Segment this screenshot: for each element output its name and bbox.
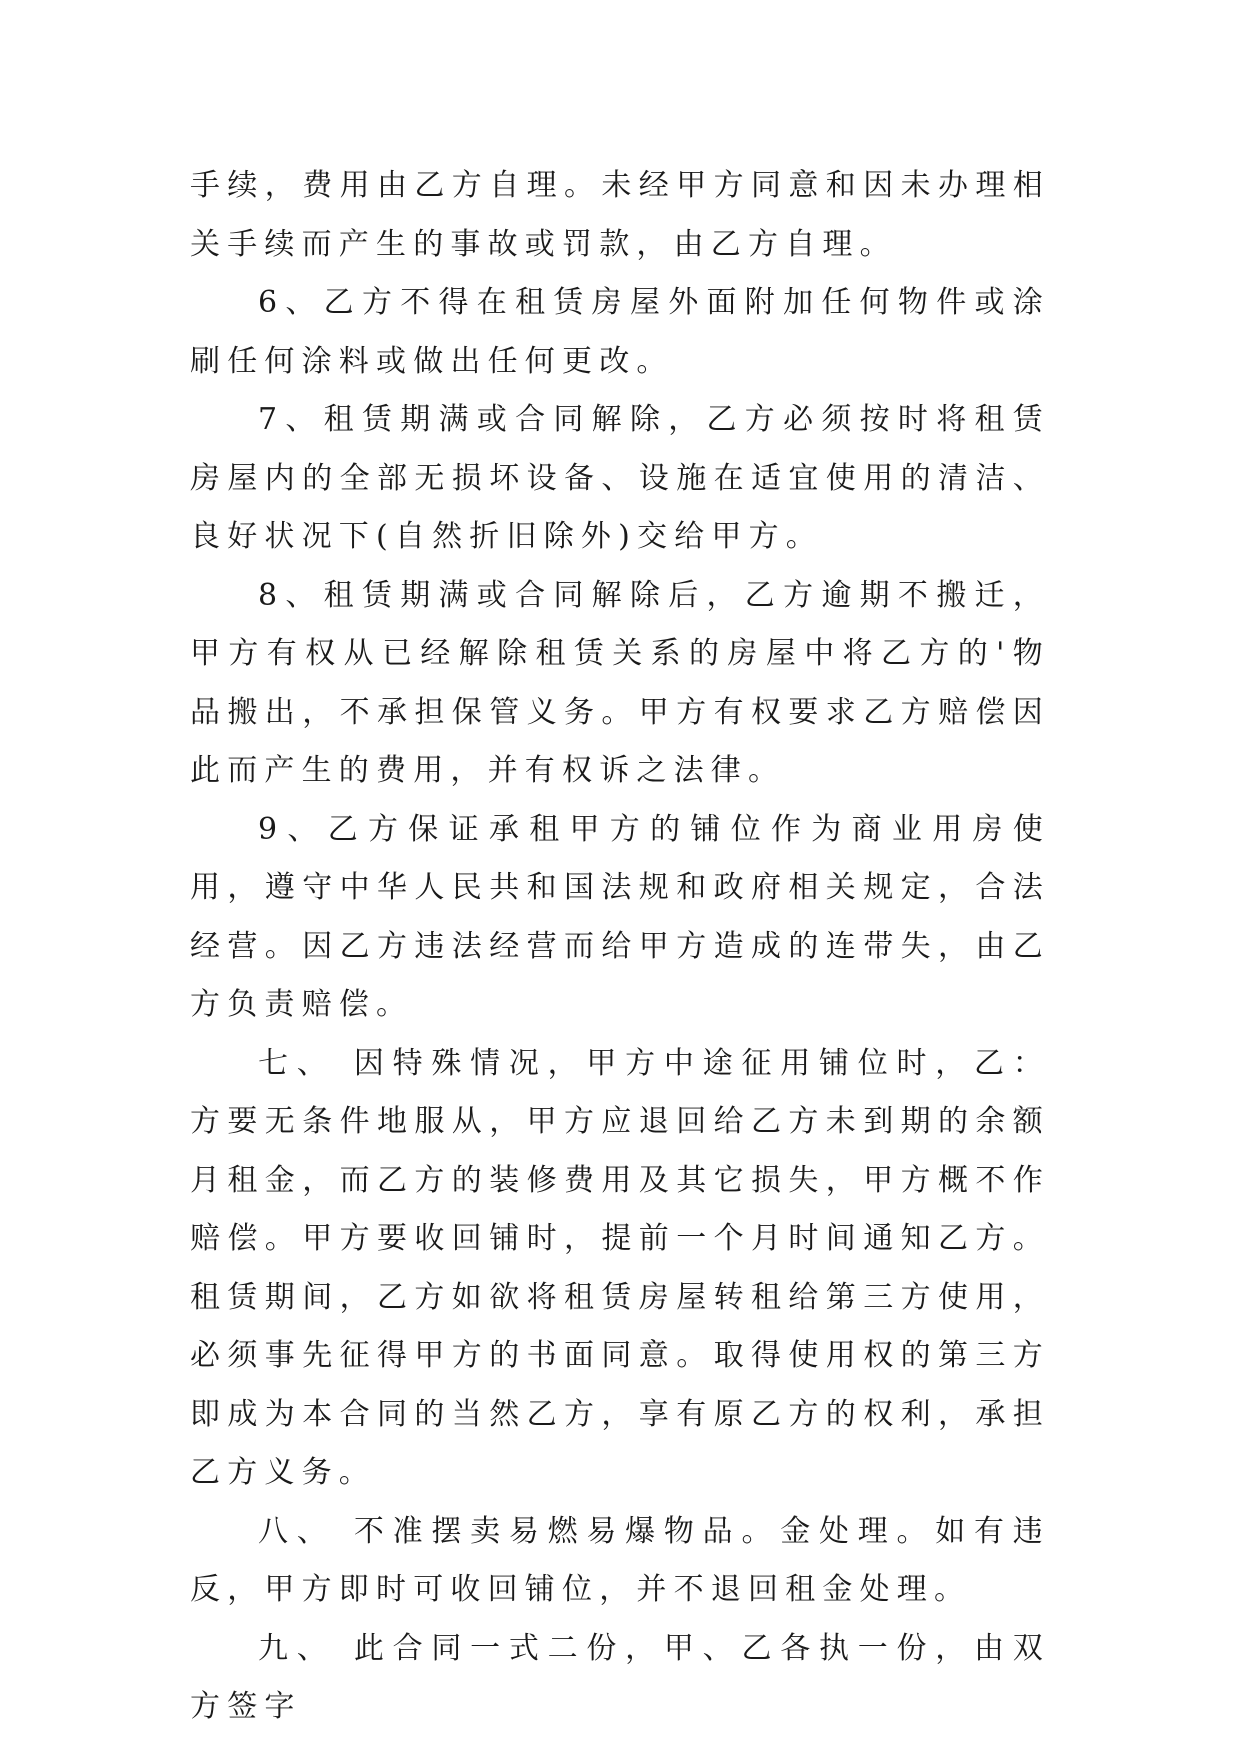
clause-7: 7、租赁期满或合同解除，乙方必须按时将租赁房屋内的全部无损坏设备、设施在适宜使用的清洁、良好状况下(自然折旧除外)交给甲方。 — [190, 402, 1050, 554]
article-9: 九、 此合同一式二份，甲、乙各执一份，由双方签字 — [190, 1630, 1050, 1724]
article-8: 八、 不准摆卖易燃易爆物品。金处理。如有违反，甲方即时可收回铺位，并不退回租金处理。 — [190, 1513, 1050, 1607]
paragraph-continuation: 手续，费用由乙方自理。未经甲方同意和因未办理相关手续而产生的事故或罚款，由乙方自理。 — [190, 168, 1050, 262]
contract-body — [190, 157, 1050, 1737]
clause-8: 8、租赁期满或合同解除后，乙方逾期不搬迁，甲方有权从已经解除租赁关系的房屋中将乙方的'物品搬出，不承担保管义务。甲方有权要求乙方赔偿因此而产生的费用，并有权诉之法律。 — [190, 577, 1050, 788]
article-7: 七、 因特殊情况，甲方中途征用铺位时，乙：方要无条件地服从，甲方应退回给乙方未到期的余额月租金，而乙方的装修费用及其它损失，甲方概不作赔偿。甲方要收回铺时，提前一个月时间通知乙方。租赁期间，乙方如欲将租赁房屋转租给第三方使用，必须事先征得甲方的书面同意。取得使用权的第三方即成为本合同的当然乙方，享有原乙方的权利，承担乙方义务。 — [190, 1045, 1050, 1490]
clause-9: 9、乙方保证承租甲方的铺位作为商业用房使用，遵守中华人民共和国法规和政府相关规定，合法经营。因乙方违法经营而给甲方造成的连带失，由乙方负责赔偿。 — [190, 811, 1050, 1022]
clause-6: 6、乙方不得在租赁房屋外面附加任何物件或涂刷任何涂料或做出任何更改。 — [190, 285, 1050, 379]
